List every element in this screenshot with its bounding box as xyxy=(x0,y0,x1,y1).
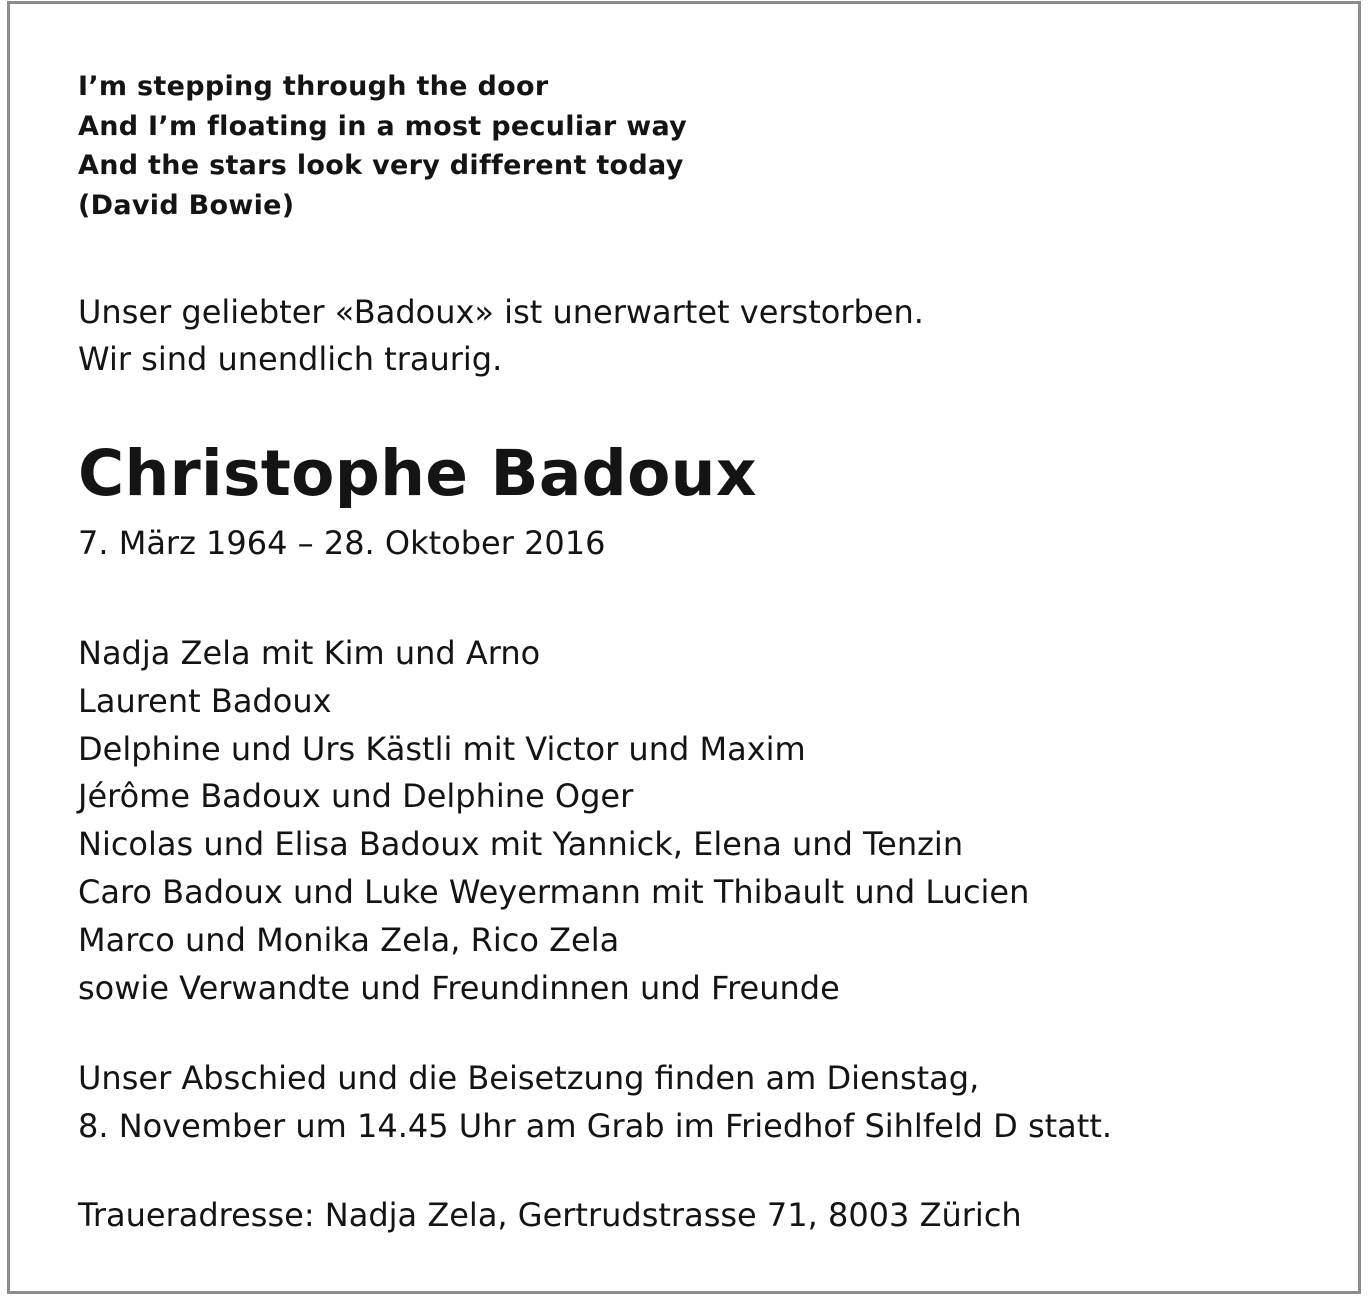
quote-attribution: (David Bowie) xyxy=(78,189,295,221)
bowie-quote xyxy=(78,67,687,225)
mourning-address: Traueradresse: Nadja Zela, Gertrudstrasse 71, 8003 Zürich xyxy=(78,1196,1022,1234)
mourner-line: Caro Badoux und Luke Weyermann mit Thibault und Lucien xyxy=(78,872,1030,911)
mourner-line: Jérôme Badoux und Delphine Oger xyxy=(78,777,634,816)
quote-line: I’m stepping through the door xyxy=(78,71,549,102)
mourner-line: sowie Verwandte und Freundinnen und Freunde xyxy=(78,968,840,1007)
quote-line: And I’m floating in a most peculiar way xyxy=(78,110,688,142)
ceremony-info xyxy=(78,1055,1112,1150)
mourner-line: Laurent Badoux xyxy=(78,681,332,720)
deceased-name: Christophe Badoux xyxy=(78,437,757,510)
mourner-line: Delphine und Urs Kästli mit Victor und Maxim xyxy=(78,729,806,768)
intro-line: Unser geliebter «Badoux» ist unerwartet verstorben. xyxy=(78,293,924,331)
mourner-line: Marco und Monika Zela, Rico Zela xyxy=(78,920,620,959)
mourner-line: Nadja Zela mit Kim und Arno xyxy=(78,634,541,672)
quote-line: And the stars look very different today xyxy=(78,150,684,181)
intro-line: Wir sind unendlich traurig. xyxy=(78,340,503,378)
intro-text xyxy=(78,289,924,383)
ceremony-line: Unser Abschied und die Beisetzung finden am Dienstag, xyxy=(78,1059,980,1097)
life-dates: 7. März 1964 – 28. Oktober 2016 xyxy=(78,524,606,562)
ceremony-line: 8. November um 14.45 Uhr am Grab im Friedhof Sihlfeld D statt. xyxy=(78,1106,1113,1145)
mourners-list xyxy=(78,630,1029,1012)
mourner-line: Nicolas und Elisa Badoux mit Yannick, Elena und Tenzin xyxy=(78,825,964,864)
